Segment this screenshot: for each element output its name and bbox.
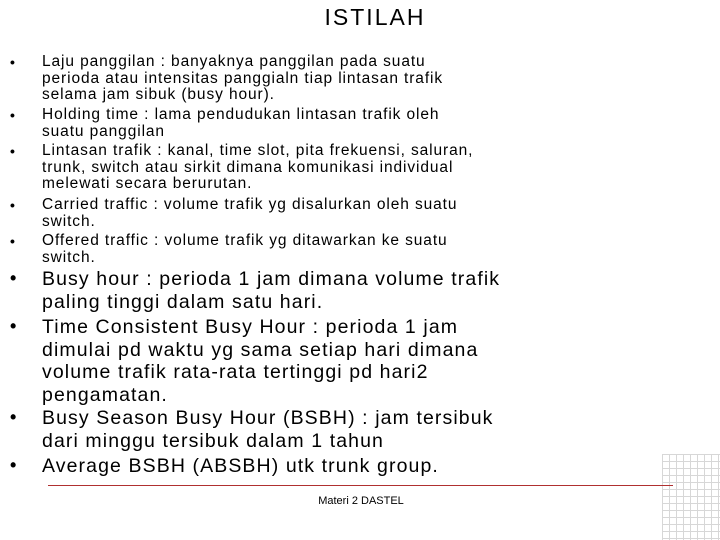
term-text: Carried traffic : volume trafik yg disalurkan oleh suatu switch.: [42, 196, 458, 230]
term-text: Busy hour : perioda 1 jam dimana volume trafik paling tinggi dalam satu hari.: [42, 268, 501, 313]
term-text: Busy Season Busy Hour (BSBH) : jam tersibuk dari minggu tersibuk dalam 1 tahun: [42, 407, 494, 452]
bullet: •: [10, 197, 15, 213]
footer-divider: [48, 485, 673, 486]
bullet: •: [10, 54, 15, 70]
bullet: •: [10, 407, 17, 427]
bullet: •: [10, 143, 15, 159]
bullet: •: [10, 455, 17, 475]
term-text: Lintasan trafik : kanal, time slot, pita frekuensi, saluran, trunk, switch atau sirkit dimana komunikasi individual melewati secara berurutan.: [42, 142, 474, 192]
term-text: Holding time : lama pendudukan lintasan trafik oleh suatu panggilan: [42, 106, 440, 140]
bullet: •: [10, 268, 17, 288]
bullet: •: [10, 316, 17, 336]
footer-text: Materi 2 DASTEL: [318, 495, 404, 507]
term-text: Laju panggilan : banyaknya panggilan pada suatu perioda atau intensitas panggialn tiap lintasan trafik selama jam sibuk (busy hour).: [42, 53, 444, 103]
bullet: •: [10, 233, 15, 249]
term-text: Offered traffic : volume trafik yg ditawarkan ke suatu switch.: [42, 232, 448, 266]
term-text: Time Consistent Busy Hour : perioda 1 jam dimulai pd waktu yg sama setiap hari dimana volume trafik rata-rata tertinggi pd hari2 pengamatan.: [42, 316, 479, 406]
term-text: Average BSBH (ABSBH) utk trunk group.: [42, 455, 439, 477]
slide-title: ISTILAH: [324, 4, 426, 30]
bullet: •: [10, 107, 15, 123]
